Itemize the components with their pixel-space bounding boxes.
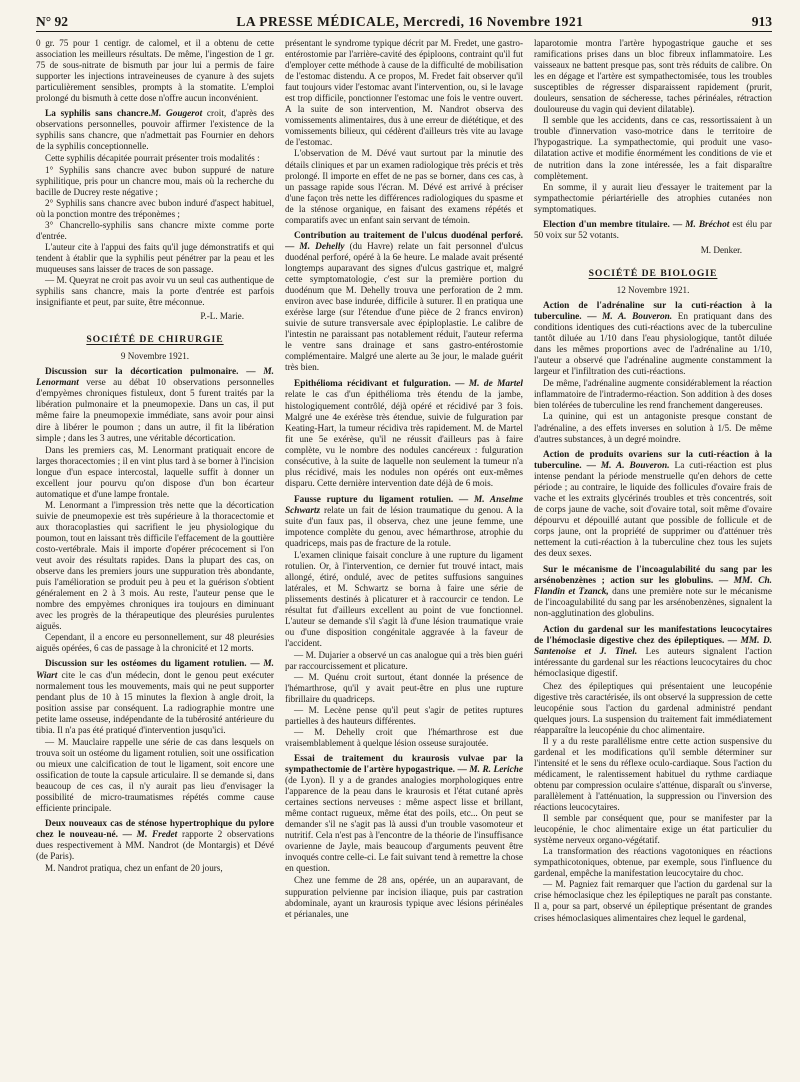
- paragraph: L'auteur cite à l'appui des faits qu'il juge démonstratifs et qui tendent à établir que la syphilis peut pénétrer par la peau et les muqueuses sans laisser de traces de son passage.: [36, 241, 274, 274]
- paragraph: Chez des épileptiques qui présentaient une leucopénie digestive très caractérisée, ils ont observé la suppression de cette leucopénie sous l'action du gardenal administré pendant quelques jours. La suspension du traitement fait immédiatement réapparaître la leucopénie du choc alimentaire.: [534, 680, 772, 735]
- heading-body: cite le cas d'un médecin, dont le genou peut exécuter normalement tous les mouvements, mais qui ne peut supporter pendant plus de 10 à 15 minutes la flexion à angle droit, la position assise par conséquent. La radiographie montre une petite lame osseuse, indépendante de la tubérosité antérieure du tibia. Il n'a pas été pratiqué d'intervention jusqu'ici.: [36, 670, 274, 736]
- article-heading: [534, 625, 772, 680]
- paragraph: 1° Syphilis sans chancre avec bubon suppuré de nature syphilitique, pris pour un chancre mou, mais où la recherche du bacille de Ducrey reste négative ;: [36, 164, 274, 197]
- heading-author: M. Fredet: [136, 830, 178, 841]
- heading-author: M. Bréchot: [685, 219, 730, 230]
- heading-author: M. de Martel: [468, 379, 523, 390]
- heading-title: Deux nouveaux cas de sténose hypertrophique du pylore chez le nouveau-né. —: [36, 819, 274, 841]
- article-heading: [534, 301, 772, 378]
- heading-author: MM. Ch. Flandin et Tzanck,: [534, 576, 772, 598]
- paragraph: — M. Pagniez fait remarquer que l'action du gardenal sur la crise hémoclasique chez les épileptiques ne paraît pas constante. Il a, pour sa part, observé un épileptique présentant de grandes crises hémoclasiques alimentaires chez lequel le gardenal,: [534, 879, 772, 923]
- paragraph: M. Lenormant a l'impression très nette que la décortication suivie de pneumopexie est très supérieure à la thoracectomie et aux thoracoplasties qui sacrifient le jeu physiologique du poumon, tout en laissant très difficile l'effacement de la gouttière costo-vertébrale. Mais il importe d'opérer précocement si l'on veut avoir des résultats rapides. Dans la plupart des cas, on observe dans les premiers jours une suppuration très abondante, puis l'amélioration se produit peu à peu et la guérison s'obtient généralement en 2 à 3 mois. Au reste, l'auteur pense que le nombre des empyèmes chroniques ira toujours en diminuant avec les progrès de la thérapeutique des pleurésies purulentes aiguës.: [36, 499, 274, 632]
- heading-body: relate un fait de lésion traumatique du genou. A la suite d'un faux pas, il observa, chez une jeune femme, une impotence complète du genou, avec hémarthrose, atrophie du quadriceps, mais pas de fracture de la rotule.: [285, 505, 523, 550]
- column-right: [534, 38, 772, 1072]
- heading-body: verse au débat 10 observations personnelles d'empyèmes chroniques fistuleux, dont 5 furent traités par la libération pulmonaire et la pneumopexie. Dans un cas, il put même faire la pneumopexie immédiate, sans avoir pour ainsi dire à libérer le poumon ; dans un autre, il fit la libération simple ; dans les 3 autres, une véritable décortication.: [36, 378, 274, 444]
- signature: M. Denker.: [700, 244, 742, 255]
- page-header: [36, 14, 772, 32]
- paragraph: — M. Lecène pense qu'il peut s'agir de petites ruptures partielles à des hauteurs différentes.: [285, 704, 523, 726]
- paragraph: La transformation des réactions vagotoniques en réactions sympathicotoniques, obtenue, par exemple, sous l'influence du gardenal, empêche la manifestation leucocytaire du choc.: [534, 846, 772, 879]
- article-heading: [285, 379, 523, 489]
- heading-title: Discussion sur les ostéomes du ligament rotulien. —: [45, 659, 264, 670]
- paragraph: Il semble que les accidents, dans ce cas, ressortissaient à un trouble d'innervation vaso-motrice dans le territoire de l'hypogastrique. La sympathectomie, qui produit une vaso-dilatation active et modifie énormément les conditions de vie et de nutrition dans la zone intéressée, les a fait disparaître complètement.: [534, 115, 772, 181]
- heading-body: croit, d'après des observations personnelles, pouvoir affirmer l'existence de la syphilis sans chancre, que n'admettait pas Fournier en dehors de la syphilis conceptionnelle.: [36, 109, 274, 153]
- article-heading: [36, 109, 274, 153]
- article-heading: [534, 565, 772, 620]
- article-heading: [285, 495, 523, 550]
- session-date: 9 Novembre 1921.: [120, 351, 190, 362]
- paragraph: Chez une femme de 28 ans, opérée, un an auparavant, de suppuration pelvienne par incision iliaque, puis par castration abdominale, ayant un kraurosis typique avec lésions périnéales et périanales, une: [285, 875, 523, 919]
- section-title: SOCIÉTÉ DE CHIRURGIE: [86, 334, 224, 346]
- paragraph: — M. Mauclaire rappelle une série de cas dans lesquels on trouva soit un ostéome du ligament rotulien, soit une ossification ou mieux une calcification de tout le ligament, soit encore une ossification de toute la capsule articulaire. Il se demande si, dans beaucoup de ces cas, il n'y aurait pas lieu d'envisager la possibilité de micro-traumatismes répétés comme cause efficiente principale.: [36, 736, 274, 814]
- column-left: [36, 38, 274, 1072]
- heading-author: M. Wiart: [36, 659, 274, 681]
- paragraph: 0 gr. 75 pour 1 centigr. de calomel, et il a obtenu de cette association les meilleurs résultats. De même, l'ingestion de 1 gr. 75 de sous-nitrate de bismuth par jour lui a permis de faire supporter les injections intraveineuses de cyanure à des sujets particulièrement sensibles, prompts à la stomatite. L'emploi prolongé du bismuth à cette dose n'offre aucun inconvénient.: [36, 38, 274, 104]
- paragraph: Il semble par conséquent que, pour se manifester par la leucopénie, le choc alimentaire exige un état particulier du système nerveux organo-végétatif.: [534, 813, 772, 846]
- page-number: 913: [751, 14, 772, 29]
- heading-body: est élu par 50 voix sur 52 votants.: [534, 219, 772, 241]
- heading-title: Action de l'adrénaline sur la cuti-réaction à la tuberculine. —: [534, 300, 772, 323]
- heading-author: M. Gougerot: [150, 109, 203, 120]
- heading-title: Discussion sur la décortication pulmonaire. —: [45, 367, 264, 378]
- heading-title: Sur le mécanisme de l'incoagulabilité du sang par les arsénobenzènes ; action sur les globulins. —: [534, 565, 772, 587]
- article-heading: [534, 450, 772, 560]
- heading-body: La cuti-réaction est plus intense pendant la période menstruelle qu'en dehors de cette période ; au contraire, le liquide des follicules d'ovaire frais de vache et les extraits glycérinés troubles et très concentrés, soit de corps jaune de vache, soit d'ovaire total, soit même d'ovaire dépourvu et dépouillé autant que possible de follicule et de corps jaune, ont la propriété de supprimer ou d'atténuer très nettement la cuti-réaction à la tuberculine chez tous les sujets des deux sexes.: [534, 460, 772, 560]
- paragraph: La quinine, qui est un antagoniste presque constant de l'adrénaline, a des effets inverses en solution à 1/5. De même d'autres substances, à un degré moindre.: [534, 411, 772, 444]
- heading-title: La syphilis sans chancre.: [45, 109, 151, 120]
- issue-number: N° 92: [36, 14, 69, 29]
- paragraph: laparotomie montra l'artère hypogastrique gauche et ses ramifications prises dans un bloc fibreux inflammatoire. Les vaisseaux ne battent presque pas, sont très réduits de calibre. On les en dégage et l'artère est sympathectomisée, tous les troubles susceptibles de régresser disparaissent rapidement (prurit, douleurs, sensation de sécheresse, taches périnéales, rétraction douloureuse du vagin qui devient dilatable).: [534, 38, 772, 115]
- paragraph: M. Nandrot pratiqua, chez un enfant de 20 jours,: [45, 863, 223, 874]
- heading-title: Epithélioma récidivant et fulguration. —: [294, 379, 469, 390]
- text-columns: [36, 38, 772, 1072]
- heading-body: En pratiquant dans des conditions identiques des cuti-réactions avec de la tuberculine tantôt diluée au 1/10 dans l'eau physiologique, tantôt diluée dans les mêmes proportions avec de l'adrénaline au 1/10, l'auteur a observé que l'adrénaline augmente constamment la largeur et l'infiltration des cuti-réactions.: [534, 312, 772, 378]
- article-heading: [36, 819, 274, 863]
- paragraph: Cependant, il a encore eu personnellement, sur 48 pleurésies aiguës opérées, 6 cas de passage à la chronicité et 12 morts.: [36, 632, 274, 654]
- heading-author: M. A. Bouveron.: [602, 312, 673, 323]
- column-middle: [285, 38, 523, 1072]
- section-title: SOCIÉTÉ DE BIOLOGIE: [588, 267, 718, 279]
- article-heading: [285, 231, 523, 375]
- paragraph: 2° Syphilis sans chancre avec bubon induré d'aspect habituel, où la ponction montre des tréponèmes ;: [36, 197, 274, 219]
- paragraph: L'observation de M. Dévé vaut surtout par la minutie des détails cliniques et par un examen radiologique très précis et très prolongé. Il importe en effet de ne pas se borner, dans ces cas, à un passage rapide sous l'écran. M. Dévé est arrivé à préciser d'une façon très nette les différences radiologiques du spasme et de la sténose organique, en faisant des examens répétés et comparatifs avec un enfant sain servant de témoin.: [285, 148, 523, 225]
- heading-author: M. Dehelly: [299, 241, 345, 252]
- heading-body: Les auteurs signalent l'action intéressante du gardenal sur les réactions leucocytaires du choc hémoclasique digestif.: [534, 647, 772, 680]
- heading-author: M. R. Leriche: [469, 765, 523, 775]
- paragraph: En somme, il y aurait lieu d'essayer le traitement par la sympathectomie périartérielle des atrophies cutanées non symptomatiques.: [534, 181, 772, 214]
- paragraph: 3° Chancrello-syphilis sans chancre mixte comme porte d'entrée.: [36, 219, 274, 241]
- heading-title: Action du gardenal sur les manifestations leucocytaires de l'hémoclasie digestive chez des épileptiques. —: [534, 625, 772, 647]
- heading-body: (de Lyon). Il y a de grandes analogies morphologiques entre l'apparence de la peau dans le kraurosis et l'état cutané après certaines sections nerveuses : même aspect lisse et brillant, même contact rugueux, même état des poils, etc... On peut se demander s'il ne s'agit pas là aussi d'un trouble vasomoteur et nutritif. Cela n'est pas à l'encontre de la théorie de l'insuffisance ovarienne de Jayle, mais beaucoup d'arguments peuvent être invoqués contre celle-ci. Le fait suivant tend à remettre la chose en question.: [285, 776, 523, 875]
- paragraph: — M. Queyrat ne croit pas avoir vu un seul cas authentique de syphilis sans chancre, mais la porte d'entrée est parfois insignifiante et peut, par suite, être méconnue.: [36, 274, 274, 308]
- paragraph: Il y a du reste parallélisme entre cette action suspensive du gardenal et les modifications qu'il semble déterminer sur l'intensité et le sens du réflexe oculo-cardiaque. Sous l'action du médicament, le ralentissement habituel du rythme cardiaque obtenu par compression oculaire s'atténue, disparaît ou s'inverse, parallèlement à l'atténuation, la suppression ou l'inversion des réactions leucocytaires.: [534, 735, 772, 813]
- article-heading: [36, 367, 274, 444]
- heading-title: Contribution au traitement de l'ulcus duodénal perforé. —: [285, 230, 523, 252]
- paragraph: De même, l'adrénaline augmente considérablement la réaction inflammatoire de l'intradermo-réaction. Son addition à des doses bien tolérées de tuberculine les rend franchement dangereuses.: [534, 378, 772, 411]
- paragraph: — M. Quénu croit surtout, étant donnée la présence de l'hémarthrose, qu'il y avait peut-être en plus une rupture fibrillaire du quadriceps.: [285, 671, 523, 704]
- paragraph: L'examen clinique faisait conclure à une rupture du ligament rotulien. Or, à l'intervention, ce dernier fut trouvé intact, mais allongé, étiré, ondulé, avec de petites suffusions sanguines latérales, et M. Schwartz se borna à faire une série de plissements destinés à plicaturer et à raccourcir ce tendon. Le résultat fut d'ailleurs excellent au point de vue fonctionnel. L'auteur se demande s'il s'agit là d'une lésion traumatique vraie ou d'une disposition congénitale aggravée à la faveur de l'accident.: [285, 550, 523, 649]
- heading-body: rapporte 2 observations dues respectivement à MM. Nandrot (de Montargis) et Dévé (de Paris).: [36, 830, 274, 863]
- heading-author: MM. D. Santenoise et J. Tinel.: [534, 636, 772, 658]
- heading-author: M. Anselme Schwartz: [285, 494, 523, 516]
- heading-title: Action de produits ovariens sur la cuti-réaction à la tuberculine. —: [534, 449, 772, 471]
- article-heading: [285, 754, 523, 876]
- heading-body: relate le cas d'un épithélioma très étendu de la jambe, histologiquement contrôlé, déjà opéré et récidivé par 3 fois. Malgré une 4e exérèse très étendue, suivie de fulguration par Keating-Hart, la tumeur récidiva très rapidement. M. de Martel fit une 5e exérèse, qu'il ne réussit d'ailleurs pas à faire complète, vu le nombre des nodules cancéreux : fulguration consécutive, à la suite de laquelle non seulement la tumeur n'a plus récidivé, mais les nodules non opérés ont eux-mêmes disparu. Cette dernière intervention date déjà de 6 mois.: [285, 390, 523, 489]
- article-heading: [534, 220, 772, 242]
- heading-title: Fausse rupture du ligament rotulien. —: [294, 494, 474, 505]
- heading-body: (du Havre) relate un fait personnel d'ulcus duodénal perforé, opéré à la 6e heure. Le malade avait présenté longtemps auparavant des signes d'ulcus gastrique et, malgré cette symptomatologie, c'est sur la première portion du duodénum que M. Dehelly trouva une perforation de 2 mm. environ avec base indurée, difficile à suturer. Il en pratiqua une exérèse large (sur l'étendue d'une pièce de 2 francs environ) suivie de suture transversale avec épiploplastie. Le calibre de l'intestin ne paraissant pas notablement réduit, l'auteur referma le ventre sans drainage et sans gastro-entérostomie complémentaire. Malgré une alerte au 3e jour, le malade guérit très bien.: [285, 241, 523, 374]
- session-date: 12 Novembre 1921.: [616, 284, 690, 295]
- newspaper-page: [36, 14, 772, 1072]
- paragraph: — M. Dujarier a observé un cas analogue qui a très bien guéri par raccourcissement et plicature.: [285, 649, 523, 671]
- paragraph: Dans les premiers cas, M. Lenormant pratiquait encore de larges thoracectomies ; il en vint plus tard à se borner à l'incision longue d'un espace intercostal, laquelle suffit à donner un excellent jour pourvu qu'on dispose d'un bon écarteur automatique et d'une lampe frontale.: [36, 444, 274, 499]
- heading-body: dans une première note sur le mécanisme de l'incoagulabilité du sang par les arsénobenzènes, signalent la non-agglutination des globulins.: [534, 587, 772, 620]
- signature: P.-L. Marie.: [200, 311, 244, 322]
- journal-title: LA PRESSE MÉDICALE, Mercredi, 16 Novembre 1921: [236, 14, 584, 29]
- paragraph: — M. Dehelly croit que l'hémarthrose est due vraisemblablement à quelque lésion osseuse surajoutée.: [285, 726, 523, 748]
- heading-author: M. Lenormant: [36, 367, 274, 389]
- heading-author: M. A. Bouveron.: [600, 460, 670, 471]
- heading-title: Election d'un membre titulaire. —: [543, 219, 686, 230]
- heading-title: Essai de traitement du kraurosis vulvae par la sympathectomie de l'artère hypogastrique. —: [285, 753, 523, 775]
- article-heading: [36, 659, 274, 736]
- paragraph: Cette syphilis décapitée pourrait présenter trois modalités :: [45, 153, 260, 164]
- paragraph: présentant le syndrome typique décrit par M. Fredet, une gastro-entérostomie par l'arrière-cavité des épiploons, contraint qu'il fut d'employer cette méthode à cause de la difficulté de mobilisation de l'estomac distendu. A ce propos, M. Fredet fait observer qu'il faut toujours vider l'estomac avant l'intervention, ou, si le lavage est trop difficile, ponctionner l'estomac une fois le ventre ouvert. A la suite de son intervention, M. Nandrot observa des vomissements alimentaires, dus à une erreur de diététique, et des vomissements bilieux, qui cédèrent d'ailleurs très vite au lavage de l'estomac.: [285, 38, 523, 148]
